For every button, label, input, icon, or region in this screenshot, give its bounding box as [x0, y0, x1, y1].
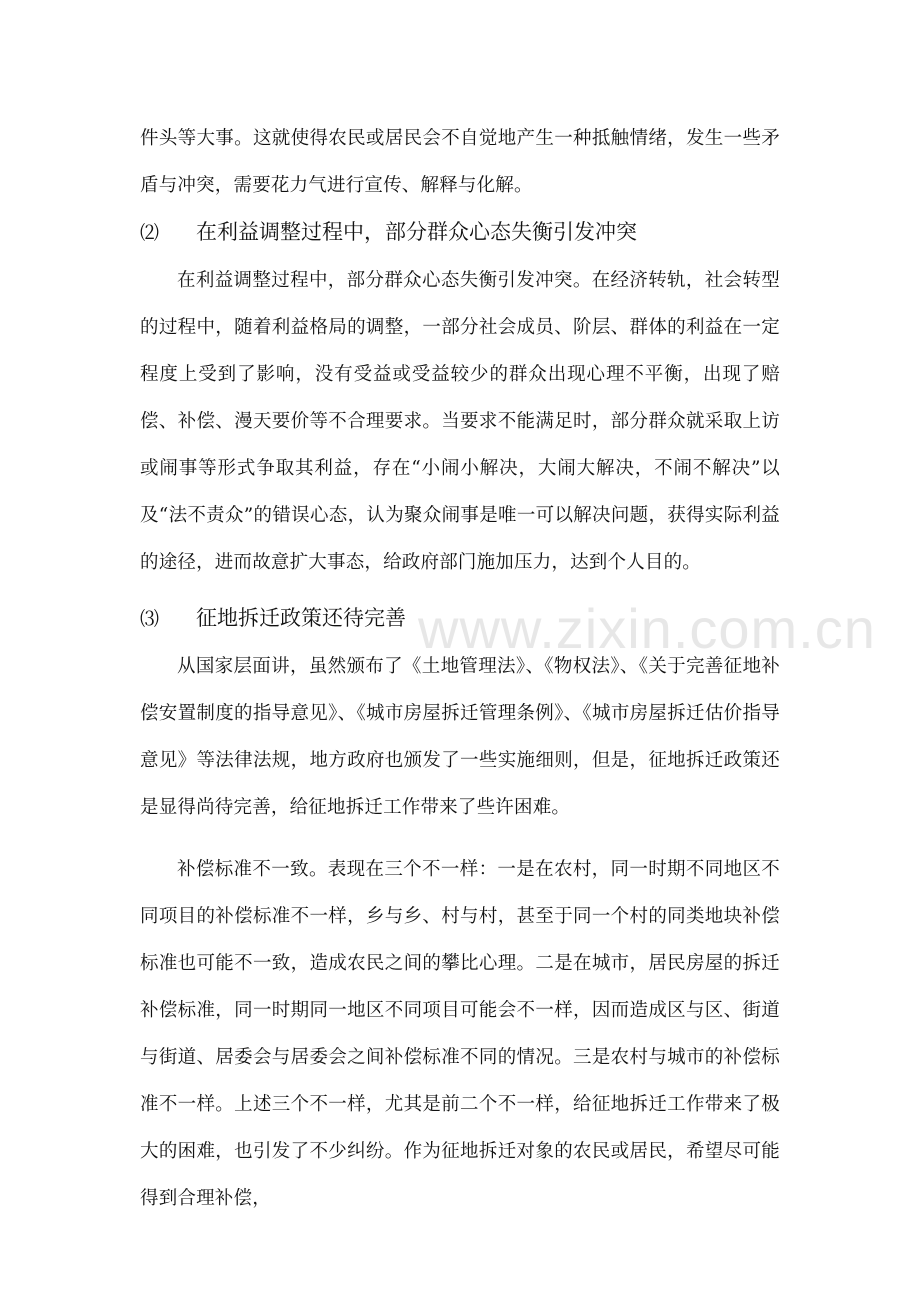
watermark-logo: www.zixin.com.cn [418, 597, 876, 660]
paragraph-compensation-standards: 补偿标准不一致。表现在三个不一样：一是在农村，同一时期不同地区不同项目的补偿标准不一样，乡与乡、村与村，甚至于同一个村的同类地块补偿标准也可能不一致，造成农民之间的攀比心理。二是在城市，居民房屋的拆迁补偿标准，同一时期同一地区不同项目可能会不一样，因而造成区与区、街道与街道、居委会与居委会之间补偿标准不同的情况。三是农村与城市的补偿标准不一样。上述三个不一样，尤其是前二个不一样，给征地拆迁工作带来了极大的困难，也引发了不少纠纷。作为征地拆迁对象的农民或居民，希望尽可能得到合理补偿， [140, 859, 780, 1209]
heading-number: ⑶ [140, 608, 160, 630]
paragraph-policy: 从国家层面讲，虽然颁布了《土地管理法》、《物权法》、《关于完善征地补偿安置制度的指导意见》、《城市房屋拆迁管理条例》、《城市房屋拆迁估价指导意见》等法律法规，地方政府也颁发了一些实施细则，但是，征地拆迁政策还是显得尚待完善，给征地拆迁工作带来了些许困难。 [140, 656, 780, 818]
paragraph-interest-adjustment: 在利益调整过程中，部分群众心态失衡引发冲突。在经济转轨，社会转型的过程中，随着利益格局的调整，一部分社会成员、阶层、群体的利益在一定程度上受到了影响，没有受益或受益较少的群众出现心理不平衡，出现了赔偿、补偿、漫天要价等不合理要求。当要求不能满足时，部分群众就采取上访或闹事等形式争取其利益，存在“小闹小解决，大闹大解决，不闹不解决”以及“法不责众”的错误心态，认为聚众闹事是唯一可以解决问题，获得实际利益的途径，进而故意扩大事态，给政府部门施加压力，达到个人目的。 [140, 270, 780, 573]
heading-number: ⑵ [140, 222, 160, 244]
paragraph-intro: 件头等大事。这就使得农民或居民会不自觉地产生一种抵触情绪，发生一些矛盾与冲突，需要花力气进行宣传、解释与化解。 [140, 128, 780, 196]
heading-title: 征地拆迁政策还待完善 [196, 606, 406, 630]
heading-title: 在利益调整过程中，部分群众心态失衡引发冲突 [196, 220, 637, 244]
section-heading-2 [140, 212, 780, 253]
